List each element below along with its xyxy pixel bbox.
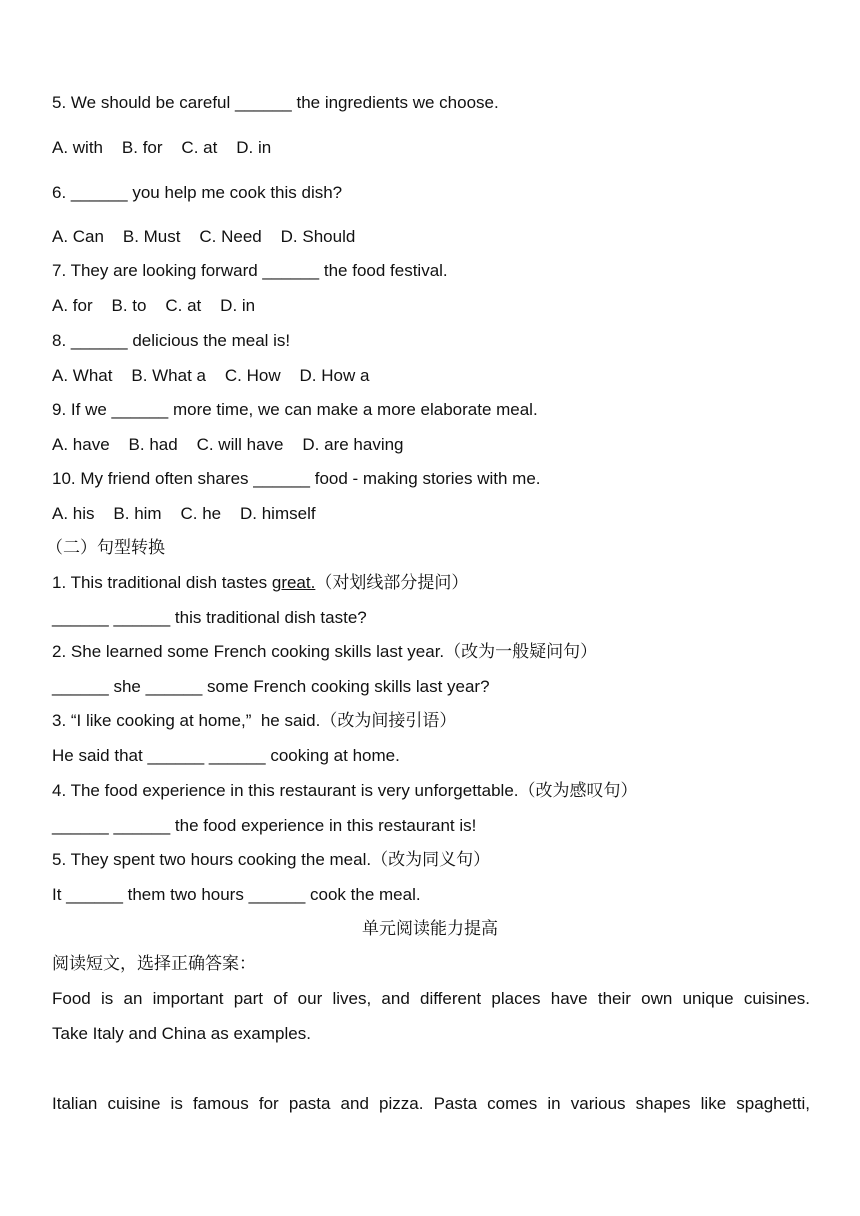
question-9-stem: 9. If we ______ more time, we can make a more elaborate meal. bbox=[52, 400, 538, 419]
question-8-stem: 8. ______ delicious the meal is! bbox=[52, 331, 291, 350]
passage-paragraph-1-line-1: Food is an important part of our lives, and different places have their own unique cuisines. bbox=[52, 989, 810, 1008]
question-10-stem: 10. My friend often shares ______ food - making stories with me. bbox=[52, 469, 541, 488]
transform-2-answer: ______ she ______ some French cooking skills last year? bbox=[52, 677, 490, 696]
transform-5-answer: It ______ them two hours ______ cook the meal. bbox=[52, 885, 421, 904]
question-5-options: A. with B. for C. at D. in bbox=[52, 138, 272, 157]
transform-4-answer: ______ ______ the food experience in this restaurant is! bbox=[52, 816, 477, 835]
reading-section-title: 单元阅读能力提高 bbox=[362, 919, 498, 939]
passage-paragraph-2-line-1: Italian cuisine is famous for pasta and pizza. Pasta comes in various shapes like spaghetti, bbox=[52, 1094, 810, 1113]
question-7-stem: 7. They are looking forward ______ the food festival. bbox=[52, 261, 448, 280]
transform-4-prompt: 4. The food experience in this restaurant is very unforgettable.（改为感叹句） bbox=[52, 781, 638, 801]
transform-1-answer: ______ ______ this traditional dish taste? bbox=[52, 608, 367, 627]
question-5-stem: 5. We should be careful ______ the ingredients we choose. bbox=[52, 93, 499, 112]
question-10-options: A. his B. him C. he D. himself bbox=[52, 504, 316, 523]
question-8-options: A. What B. What a C. How D. How a bbox=[52, 366, 370, 385]
question-6-stem: 6. ______ you help me cook this dish? bbox=[52, 183, 343, 202]
passage-paragraph-1-line-2: Take Italy and China as examples. bbox=[52, 1024, 311, 1043]
transform-1-prompt: 1. This traditional dish tastes great.（对划线部分提问） bbox=[52, 573, 469, 593]
reading-instruction: 阅读短文，选择正确答案： bbox=[52, 954, 256, 974]
underlined-word: great. bbox=[271, 573, 316, 592]
question-6-options: A. Can B. Must C. Need D. Should bbox=[52, 227, 356, 246]
transform-3-answer: He said that ______ ______ cooking at home. bbox=[52, 746, 400, 765]
section-heading: （二）句型转换 bbox=[46, 538, 165, 558]
question-7-options: A. for B. to C. at D. in bbox=[52, 296, 256, 315]
transform-3-prompt: 3. “I like cooking at home,” he said.（改为间接引语） bbox=[52, 711, 457, 731]
question-9-options: A. have B. had C. will have D. are having bbox=[52, 435, 404, 454]
transform-5-prompt: 5. They spent two hours cooking the meal.（改为同义句） bbox=[52, 850, 491, 870]
transform-2-prompt: 2. She learned some French cooking skills last year.（改为一般疑问句） bbox=[52, 642, 598, 662]
